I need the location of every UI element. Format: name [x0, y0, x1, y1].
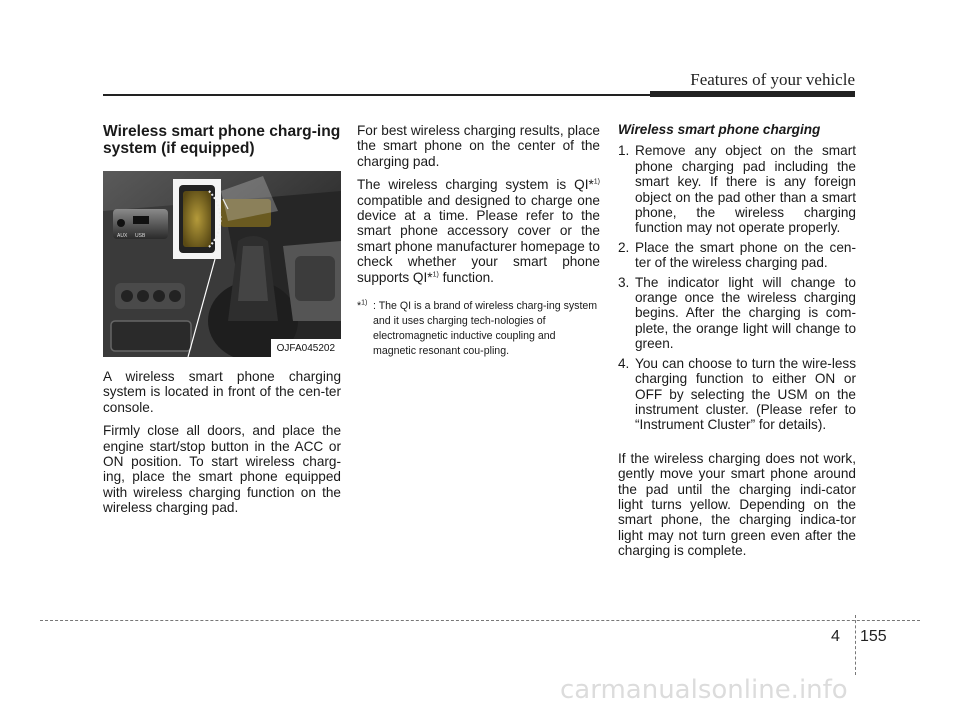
aux-label: AUX [117, 233, 128, 239]
chapter-number: 4 [831, 628, 840, 645]
page-header-title: Features of your vehicle [690, 70, 855, 89]
footnote-mark [357, 299, 371, 314]
footnote-asterisk: * [357, 300, 362, 313]
column-middle [357, 123, 600, 359]
footer-divider [855, 615, 856, 675]
step-text: The indicator light will change to orange once the wireless charging begins. After the charging is com-plete, the orange light will change to green. [635, 274, 856, 352]
step-text: You can choose to turn the wire-less charging function to either ON or OFF by selecting the USM on the instrument cluster. (Please refer to “Instrument Cluster” for details). [635, 355, 856, 433]
section-heading: Wireless smart phone charg-ing system (if equipped) [103, 123, 341, 157]
step-text: Place the smart phone on the cen-ter of the wireless charging pad. [635, 239, 856, 271]
footnote-ref: 1) [432, 271, 439, 279]
list-item [618, 240, 856, 271]
console-illustration [103, 171, 341, 357]
page-number: 155 [860, 628, 887, 645]
usb-label: USB [135, 233, 146, 239]
footnote-text: : The QI is a brand of wireless charg-ing system and it uses charging tech-nologies of electromagnetic inductive coupling and magnetic resonant cou-pling. [373, 300, 598, 358]
text-run: The wireless charging system is QI* [357, 177, 594, 193]
step-number: 1. [618, 143, 630, 159]
footnote-sup: 1) [361, 299, 368, 307]
footnote-ref: 1) [593, 178, 600, 186]
column-left [103, 123, 341, 524]
list-item [618, 143, 856, 235]
list-item [618, 275, 856, 352]
text-run: compatible and designed to charge one device at a time. Please refer to the smart phone accessory cover or the smart phone manufacturer homepage to check whether your smart phone supports QI* [357, 192, 600, 285]
footnote [357, 299, 600, 359]
column-right [618, 122, 856, 567]
subsection-heading: Wireless smart phone charging [618, 122, 821, 137]
step-text: Remove any object on the smart phone charging pad including the smart key. If there is any foreign object on the pad other than a smart phone, the wireless charging function may not operate properly. [635, 143, 856, 236]
step-number: 4. [618, 355, 630, 371]
figure-code: OJFA045202 [271, 339, 341, 357]
paragraph: A wireless smart phone charging system is located in front of the cen-ter console. [103, 369, 341, 415]
step-number: 2. [618, 239, 630, 255]
step-number: 3. [618, 274, 630, 290]
footer-rule [40, 620, 920, 621]
paragraph: Firmly close all doors, and place the engine start/stop button in the ACC or ON position. To start wireless charg-ing, place the smart phone equipped with wireless charging function on the wireless charging pad. [103, 423, 341, 516]
paragraph: If the wireless charging does not work, gently move your smart phone around the pad until the charging indi-cator light turns yellow. Depending on the smart phone, the charging indica-tor light may not turn green even after the charging is complete. [618, 450, 856, 559]
watermark-text: carmanualsonline.info [560, 675, 848, 705]
list-item [618, 356, 856, 433]
console-charging-photo [103, 171, 341, 357]
header-rule-accent [650, 91, 855, 97]
steps-list [618, 143, 856, 432]
text-run: function. [438, 269, 494, 285]
paragraph [357, 177, 600, 285]
paragraph: For best wireless charging results, place the smart phone on the center of the charging pad. [357, 123, 600, 169]
